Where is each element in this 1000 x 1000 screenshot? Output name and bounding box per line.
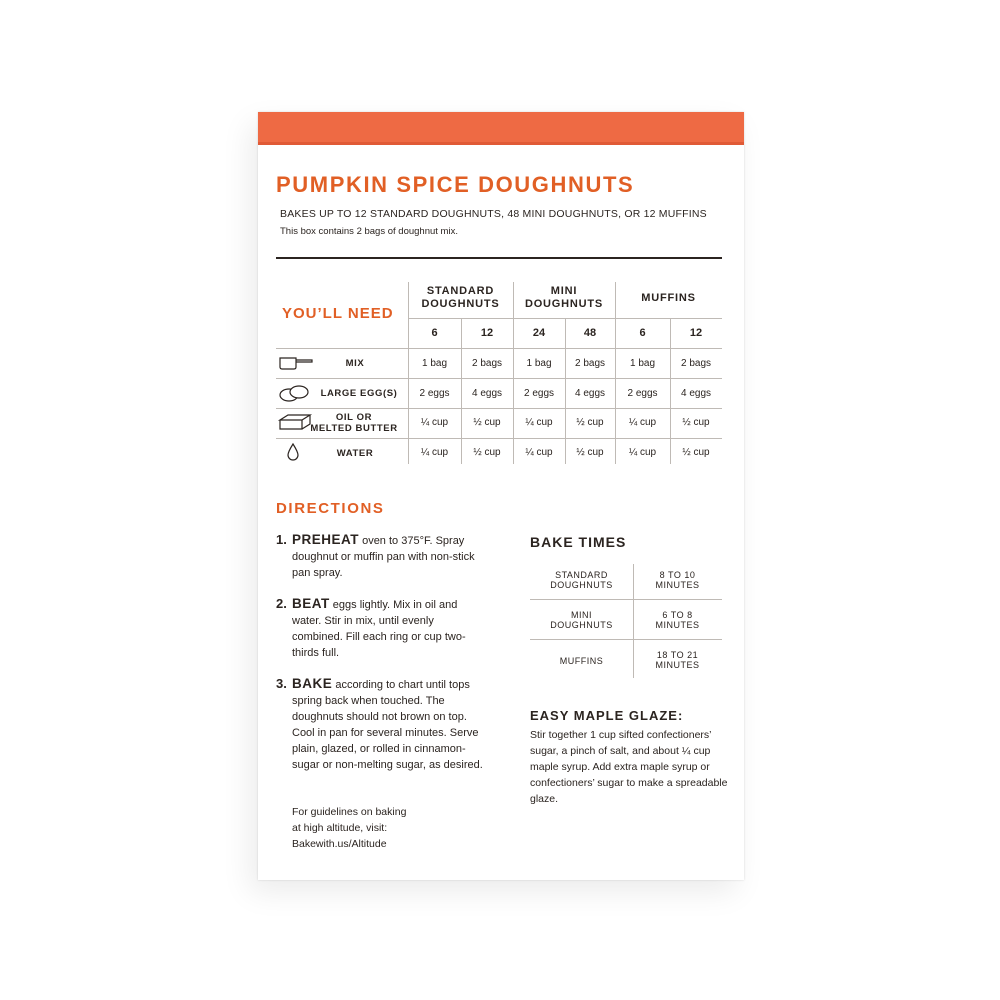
altitude-link[interactable]: Bakewith.us/Altitude: [292, 838, 387, 850]
step-text: according to chart until tops spring back when touched. The doughnuts should not brown on top. Cool in pan for several minutes. Serve plain, glazed, or rolled in cinnamon-sugar or non-melting sugar, as desired.: [292, 679, 483, 771]
table-cell: ¼ cup: [525, 417, 553, 428]
count-header: 48: [583, 327, 597, 339]
table-cell: 2 bags: [574, 358, 606, 369]
table-divider: [276, 378, 722, 379]
row-label-water: WATER: [336, 448, 374, 459]
box-lid-edge: [258, 142, 744, 145]
table-cell: ½ cup: [682, 447, 710, 458]
egg-icon: [278, 384, 312, 402]
bake-item: MINI DOUGHNUTS: [550, 610, 613, 630]
table-divider: [276, 438, 722, 439]
column-group-standard-doughnuts: STANDARD DOUGHNUTS: [421, 285, 500, 310]
table-cell: 4 eggs: [680, 388, 712, 399]
table-cell: ¼ cup: [420, 447, 449, 458]
glaze-instructions: Stir together 1 cup sifted confectioners’ sugar, a pinch of salt, and about ¼ cup maple syrup. Add extra maple syrup or confectioners’ sugar to make a spreadable glaze.: [530, 729, 728, 805]
table-cell: ¼ cup: [628, 447, 657, 458]
column-group-mini-doughnuts: MINI DOUGHNUTS: [524, 285, 604, 310]
step-number: 2.: [276, 596, 287, 611]
table-cell: ½ cup: [682, 417, 710, 428]
table-cell: 1 bag: [629, 358, 656, 369]
direction-step: [276, 596, 486, 661]
count-header: 6: [431, 327, 438, 339]
count-header: 6: [639, 327, 646, 339]
row-label-mix: MIX: [345, 358, 365, 369]
box-lid: [258, 112, 744, 144]
yield-subtitle: BAKES UP TO 12 STANDARD DOUGHNUTS, 48 MINI DOUGHNUTS, OR 12 MUFFINS: [280, 208, 707, 220]
count-header: 12: [689, 327, 703, 339]
bake-times-heading: BAKE TIMES: [530, 534, 627, 550]
table-cell: ¼ cup: [525, 447, 553, 458]
bake-time: 6 TO 8 MINUTES: [655, 610, 700, 630]
table-cell: ½ cup: [473, 417, 501, 428]
bake-time: 18 TO 21 MINUTES: [655, 650, 700, 670]
table-cell: 1 bag: [421, 358, 448, 369]
count-header: 24: [532, 327, 546, 339]
bake-item: MUFFINS: [559, 656, 604, 666]
step-number: 3.: [276, 676, 287, 691]
column-group-muffins: MUFFINS: [641, 292, 696, 304]
table-divider: [276, 348, 722, 349]
row-label-eggs: LARGE EGG(S): [320, 388, 398, 399]
table-divider: [408, 318, 722, 319]
product-title: PUMPKIN SPICE DOUGHNUTS: [276, 172, 635, 197]
table-divider: [276, 408, 722, 409]
youll-need-heading: YOU’LL NEED: [282, 305, 394, 322]
bake-times-divider: [530, 639, 722, 640]
table-cell: 4 eggs: [471, 388, 503, 399]
direction-step: [276, 532, 486, 581]
step-keyword: BAKE: [292, 676, 333, 691]
bake-times-divider: [530, 599, 722, 600]
table-cell: 2 eggs: [523, 388, 555, 399]
bake-item: STANDARD DOUGHNUTS: [550, 570, 613, 590]
step-keyword: BEAT: [292, 596, 330, 611]
step-text: oven to 375°F. Spray doughnut or muffin pan with non-stick pan spray.: [292, 535, 475, 579]
step-text: eggs lightly. Mix in oil and water. Stir in mix, until evenly combined. Fill each ring or cup two-thirds full.: [292, 599, 466, 659]
table-cell: 4 eggs: [574, 388, 606, 399]
table-cell: 1 bag: [526, 358, 552, 369]
water-drop-icon: [286, 442, 300, 462]
box-contents-note: This box contains 2 bags of doughnut mix.: [280, 226, 458, 237]
count-header: 12: [480, 327, 494, 339]
divider: [276, 257, 722, 259]
row-label-oil: OIL OR MELTED BUTTER: [310, 412, 398, 434]
table-cell: 2 eggs: [627, 388, 658, 399]
table-cell: 2 bags: [471, 358, 503, 369]
step-keyword: PREHEAT: [292, 532, 360, 547]
direction-step: [276, 676, 486, 773]
step-number: 1.: [276, 532, 287, 547]
glaze-heading: EASY MAPLE GLAZE:: [530, 708, 684, 723]
table-cell: ¼ cup: [628, 417, 657, 428]
bake-time: 8 TO 10 MINUTES: [655, 570, 700, 590]
altitude-note: For guidelines on baking at high altitude, visit: Bakewith.us/Altitude: [292, 804, 492, 852]
table-cell: 2 eggs: [419, 388, 450, 399]
table-cell: ½ cup: [576, 417, 604, 428]
table-cell: ½ cup: [576, 447, 604, 458]
table-cell: ¼ cup: [420, 417, 449, 428]
directions-heading: DIRECTIONS: [276, 500, 385, 517]
table-divider: [615, 282, 616, 464]
table-cell: 2 bags: [680, 358, 712, 369]
recipe-box-back: [258, 112, 744, 880]
table-cell: ½ cup: [473, 447, 501, 458]
